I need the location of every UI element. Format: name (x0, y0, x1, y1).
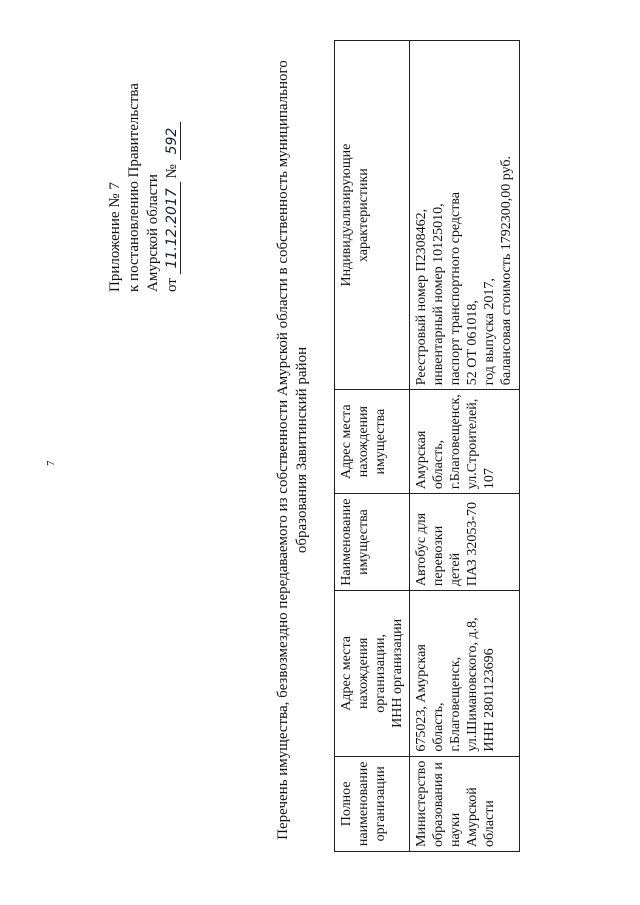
appendix-region: Амурской области (145, 174, 161, 292)
cell-org-name: Министерство образования и науки Амурской области (410, 756, 520, 851)
number-value: 592 (164, 122, 181, 161)
appendix-title: Приложение № 7 (107, 182, 123, 292)
document-heading: Перечень имущества, безвозмездно передаваемого из собственности Амурской области в собственность муниципального образования Завитинский район (275, 60, 310, 840)
cell-characteristics: Реестровый номер П2308462, инвентарный номер 10125010, паспорт транспортного средства 52 ОТ 061018, год выпуска 2017, балансовая стоимость 1792300,00 руб. (410, 41, 520, 390)
page-number: 7 (45, 460, 57, 466)
appendix-block (106, 83, 182, 292)
date-prefix: от (164, 278, 180, 292)
header-org-address: Адрес места нахождения организации, ИНН организации (335, 591, 410, 757)
cell-property-name: Автобус для перевозки детей ПАЗ 32053-70 (410, 494, 520, 591)
property-table (334, 40, 520, 852)
header-property-name: Наименование имущества (335, 494, 410, 591)
cell-property-address: Амурская область, г.Благовещенск, ул.Строителей, 107 (410, 390, 520, 494)
property-table-wrap (334, 40, 520, 852)
table-header-row (335, 41, 410, 852)
date-value: 11.12.2017 (164, 182, 181, 274)
appendix-reference: к постановлению Правительства (126, 83, 142, 292)
appendix-date-line (163, 83, 182, 292)
header-property-address: Адрес места нахождения имущества (335, 390, 410, 494)
number-prefix: № (164, 164, 180, 179)
table-row (410, 41, 520, 852)
header-org-name: Полное наименование организации (335, 756, 410, 851)
header-characteristics: Индивидуализирующие характеристики (335, 41, 410, 390)
cell-org-address: 675023, Амурская область, г.Благовещенск, ул.Шимановского, д.8, ИНН 2801123696 (410, 591, 520, 757)
